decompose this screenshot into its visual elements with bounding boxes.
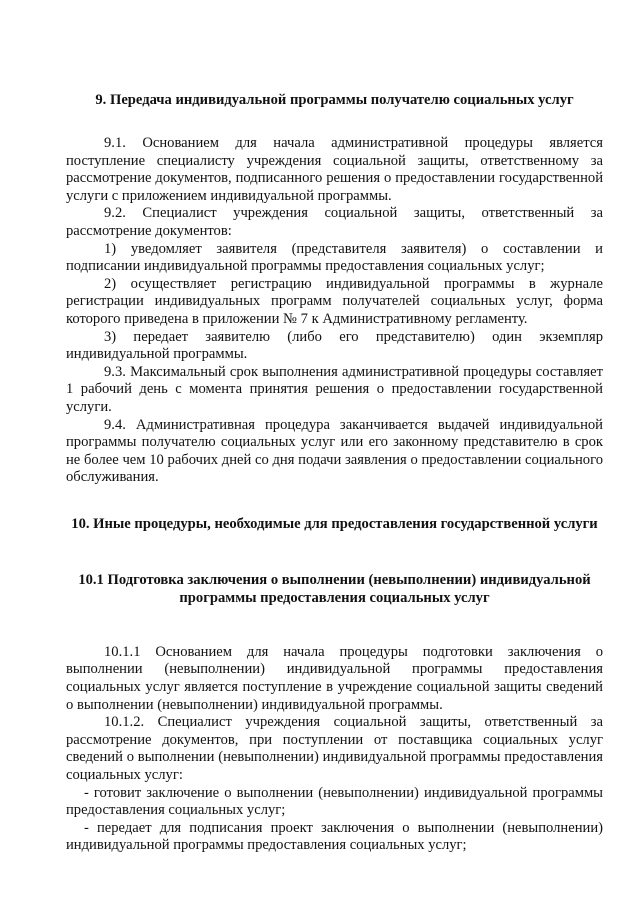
paragraph-9-2-item-1: 1) уведомляет заявителя (представителя заявителя) о составлении и подписании индивидуальной программы предоставления социальных услуг; xyxy=(66,240,603,275)
paragraph-9-3: 9.3. Максимальный срок выполнения административной процедуры составляет 1 рабочий день с момента принятия решения о предоставлении государственной услуги. xyxy=(66,363,603,415)
section-9-title: 9. Передача индивидуальной программы получателю социальных услуг xyxy=(95,92,574,108)
paragraph-10-1-2: 10.1.2. Специалист учреждения социальной защиты, ответственный за рассмотрение документов, при поступлении от поставщика социальных услуг сведений о выполнении (невыполнении) индивидуальной программы предоставления социальных услуг: xyxy=(66,714,603,784)
paragraph-9-1: 9.1. Основанием для начала административной процедуры является поступление специалисту учреждения социальной защиты, ответственному за рассмотрение документов, подписанного решения о предоставлении государственной услуги с приложением индивидуальной программы. xyxy=(66,135,603,204)
paragraph-9-4: 9.4. Административная процедура заканчивается выдачей индивидуальной программы получателю социальных услуг или его законному представителю в срок не более чем 10 рабочих дней со дня подачи заявления о предоставлении социального обслуживания. xyxy=(66,416,603,486)
paragraph-10-1-2-item-1: - готовит заключение о выполнении (невыполнении) индивидуальной программы предоставления социальных услуг; xyxy=(66,784,603,819)
paragraph-10-1-2-item-2: - передает для подписания проект заключения о выполнении (невыполнении) индивидуальной программы предоставления социальных услуг; xyxy=(66,819,603,854)
paragraph-10-1-1: 10.1.1 Основанием для начала процедуры подготовки заключения о выполнении (невыполнении) индивидуальной программы предоставления социальных услуг является поступление в учреждение социальной защиты сведений о выполнении (невыполнении) индивидуальной программы. xyxy=(66,643,603,713)
section-10-title: 10. Иные процедуры, необходимые для предоставления государственной услуги xyxy=(71,515,598,532)
paragraph-9-2-item-2: 2) осуществляет регистрацию индивидуальной программы в журнале регистрации индивидуальных программ получателей социальных услуг, форма которого приведена в приложении № 7 к Административному регламенту. xyxy=(66,275,603,327)
section-10-1-title: 10.1 Подготовка заключения о выполнении (невыполнении) индивидуальной программы предоставления социальных услуг xyxy=(78,571,591,606)
paragraph-9-2-item-3: 3) передает заявителю (либо его представителю) один экземпляр индивидуальной программы. xyxy=(66,328,603,363)
paragraph-9-2: 9.2. Специалист учреждения социальной защиты, ответственный за рассмотрение документов: xyxy=(66,205,603,239)
